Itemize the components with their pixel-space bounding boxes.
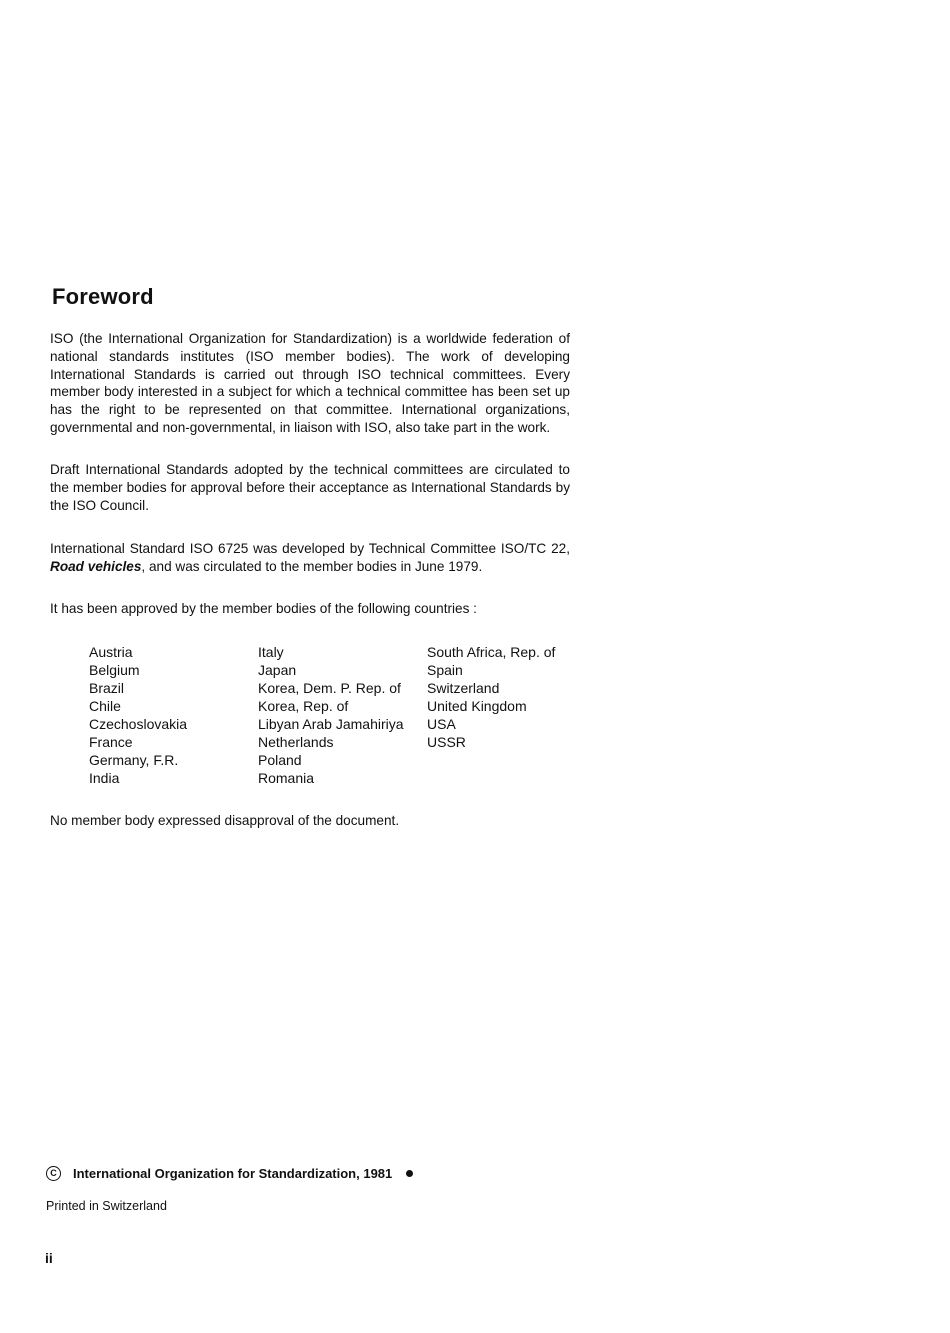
country-item: Poland xyxy=(258,752,302,768)
bullet-icon xyxy=(406,1170,413,1177)
printed-location: Printed in Switzerland xyxy=(46,1199,167,1213)
foreword-paragraph-4: It has been approved by the member bodies of the following countries : xyxy=(50,601,477,616)
foreword-paragraph-5: No member body expressed disapproval of the document. xyxy=(50,813,400,828)
page-number: ii xyxy=(45,1250,53,1266)
committee-title: Road vehicles xyxy=(50,558,142,574)
foreword-paragraph-3 xyxy=(50,540,570,576)
country-column-1 xyxy=(89,643,187,787)
country-item: Korea, Dem. P. Rep. of xyxy=(258,680,401,696)
country-item: Netherlands xyxy=(258,734,334,750)
country-item: Czechoslovakia xyxy=(89,716,188,732)
country-item: France xyxy=(89,734,133,750)
country-item: Romania xyxy=(258,770,315,786)
country-item: South Africa, Rep. of xyxy=(427,644,556,660)
copyright-line xyxy=(46,1166,413,1181)
copyright-text: International Organization for Standardization, 1981 xyxy=(73,1166,393,1181)
country-item: Germany, F.R. xyxy=(89,752,179,768)
country-item: India xyxy=(89,770,120,786)
paragraph-3-end: , and was circulated to the member bodies in June 1979. xyxy=(141,558,483,574)
country-item: Libyan Arab Jamahiriya xyxy=(258,716,404,732)
foreword-heading: Foreword xyxy=(52,284,154,309)
country-item: USSR xyxy=(427,734,466,750)
country-item: Austria xyxy=(89,644,133,660)
country-column-3 xyxy=(427,643,555,751)
country-item: USA xyxy=(427,716,456,732)
country-item: Japan xyxy=(258,662,297,678)
country-column-2 xyxy=(258,643,404,787)
country-item: Spain xyxy=(427,662,463,678)
country-item: Korea, Rep. of xyxy=(258,698,349,714)
country-item: Italy xyxy=(258,644,284,660)
country-item: Chile xyxy=(89,698,121,714)
copyright-icon: C xyxy=(46,1166,61,1181)
foreword-paragraph-2: Draft International Standards adopted by the technical committees are circulated to the member bodies for approval before their acceptance as International Standards by the ISO Council. xyxy=(50,462,570,513)
country-item: United Kingdom xyxy=(427,698,527,714)
country-item: Switzerland xyxy=(427,680,500,696)
country-item: Brazil xyxy=(89,680,125,696)
paragraph-3-start: International Standard ISO 6725 was developed by Technical Committee ISO/TC 22, xyxy=(50,541,570,556)
foreword-paragraph-1: ISO (the International Organization for Standardization) is a worldwide federation of national standards institutes (ISO member bodies). The work of developing International Standards is carried out through ISO technical committees. Every member body interested in a subject for which a technical committee has been set up has the right to be represented on that committee. International organizations, governmental and non-governmental, in liaison with ISO, also take part in the work. xyxy=(50,331,570,435)
country-item: Belgium xyxy=(89,662,140,678)
